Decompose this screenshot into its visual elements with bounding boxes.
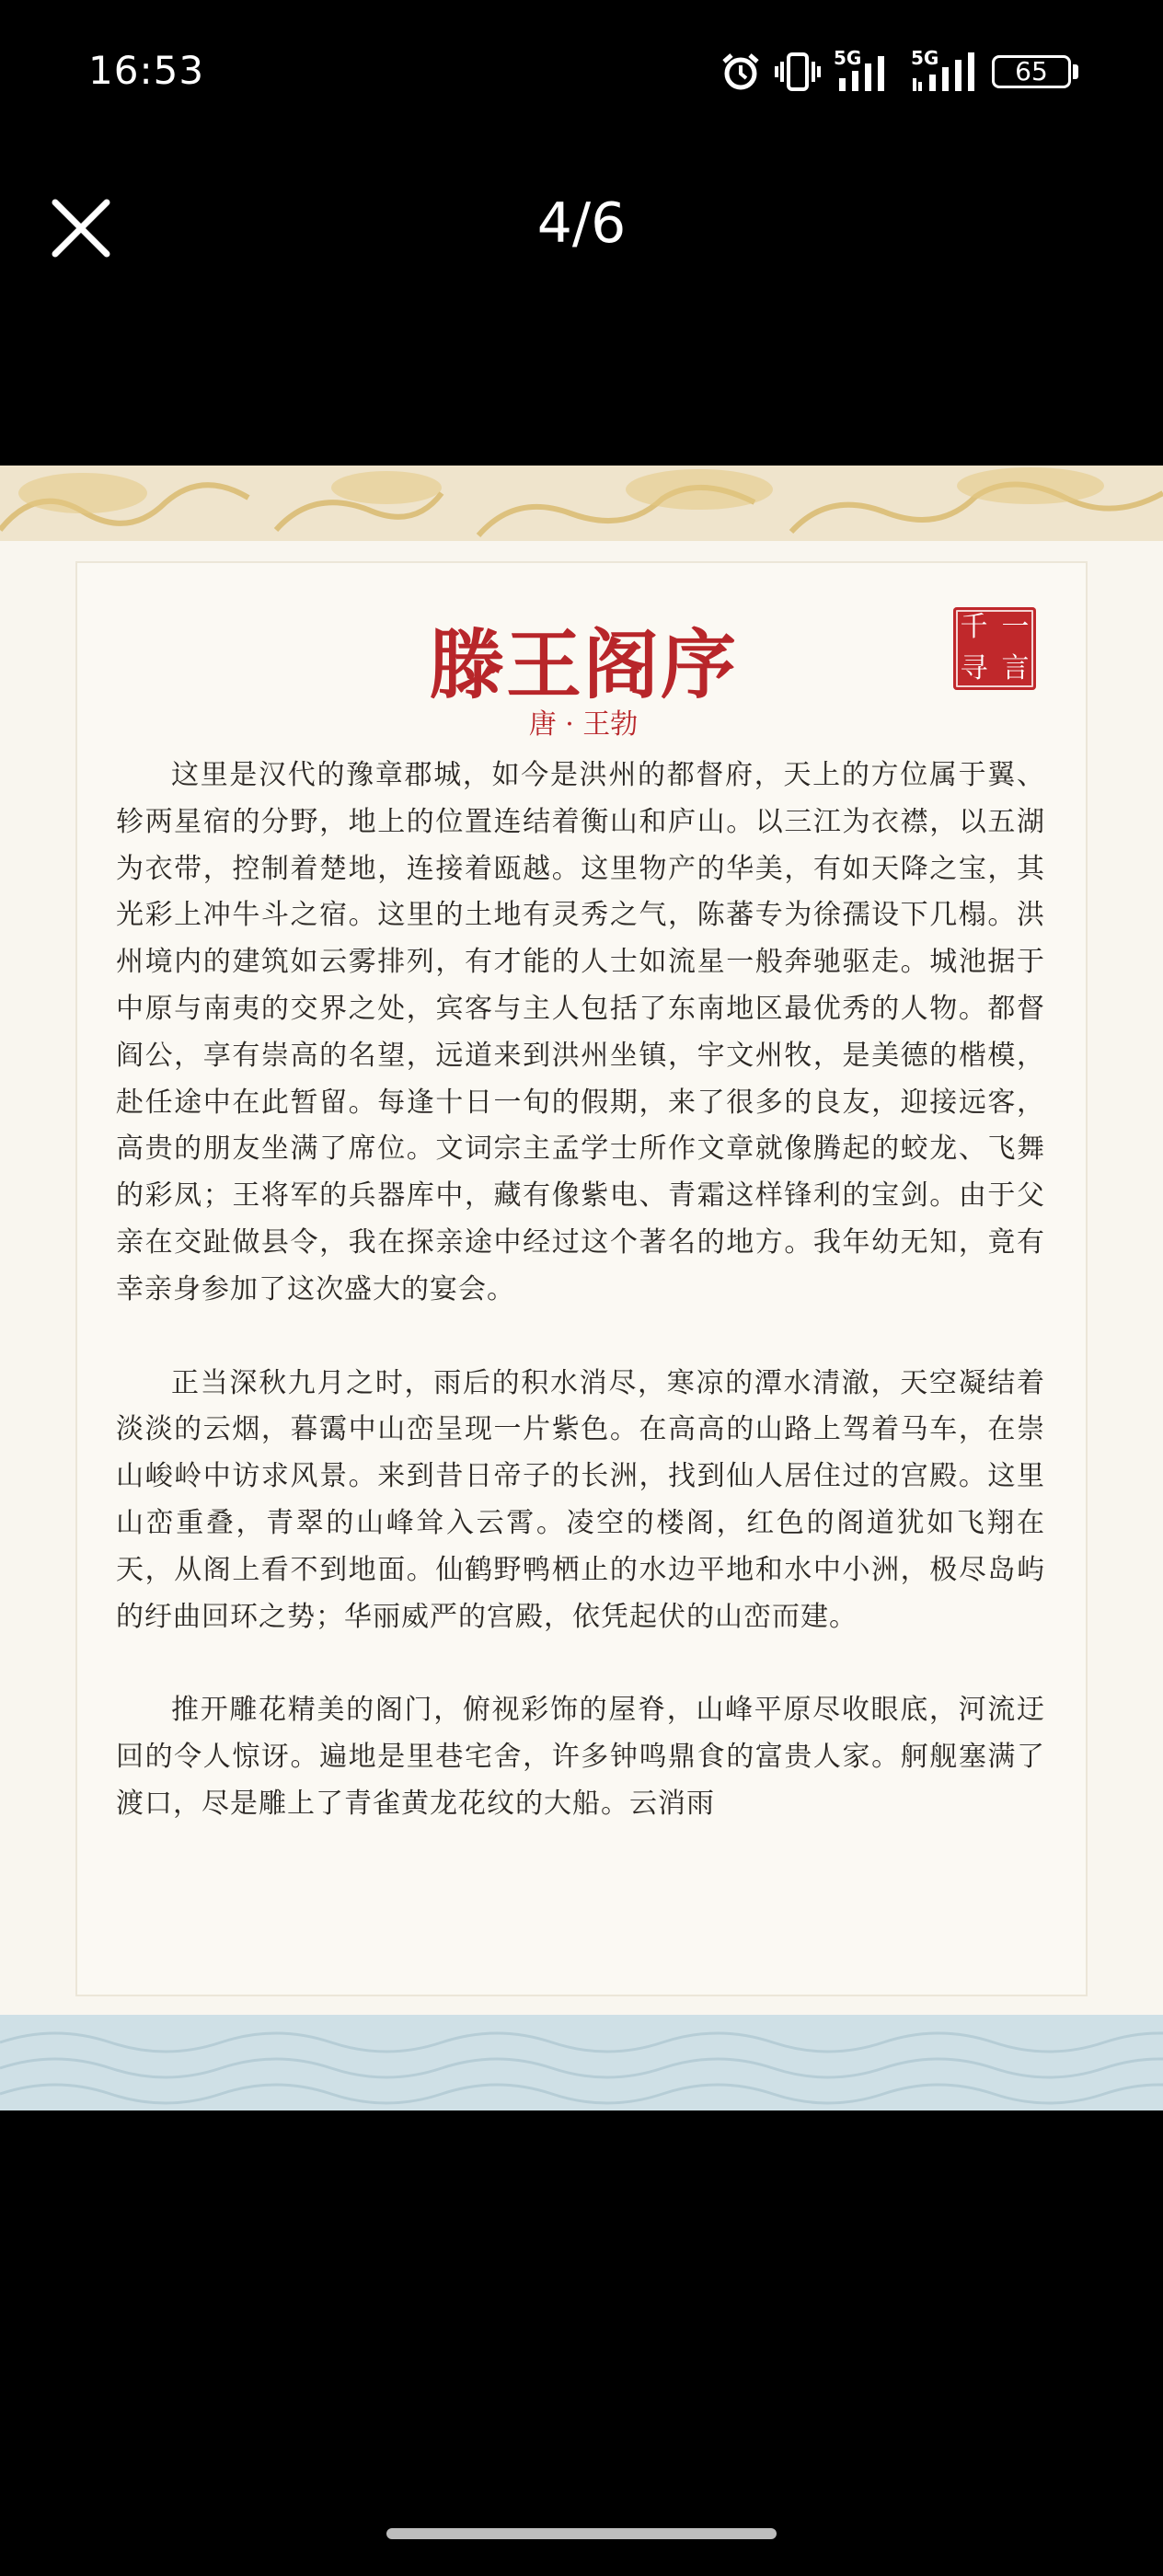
wave-pattern-border	[0, 2015, 1163, 2110]
document-image[interactable]	[0, 466, 1163, 2110]
cloud-pattern-icon	[0, 466, 1163, 541]
page-counter: 4/6	[536, 191, 627, 256]
network-5g-label-2: 5G	[911, 47, 939, 69]
status-time: 16:53	[88, 48, 205, 93]
signal-bars-icon	[834, 51, 898, 93]
status-icons	[720, 47, 1078, 94]
seal-char: 寻	[960, 652, 988, 684]
poem-author: 唐 · 王勃	[528, 708, 639, 741]
network-5g-signal-2	[911, 47, 979, 93]
poem-title: 滕王阁序	[428, 621, 738, 709]
vibrate-icon	[775, 51, 821, 93]
network-5g-label-1: 5G	[834, 47, 862, 69]
battery-indicator	[992, 55, 1078, 88]
seal-char: 言	[1001, 652, 1030, 684]
battery-level: 65	[992, 55, 1071, 88]
network-5g-signal-1	[834, 47, 898, 93]
poem-paper	[75, 561, 1088, 1996]
signal-bars-icon	[911, 51, 979, 93]
battery-tip	[1073, 64, 1078, 79]
home-indicator[interactable]	[386, 2528, 777, 2539]
seal-char: 千	[960, 611, 988, 643]
paragraph: 正当深秋九月之时，雨后的积水消尽，寒凉的潭水清澈，天空凝结着淡淡的云烟，暮霭中山峦呈现一片紫色。在高高的山路上驾着马车，在崇山峻岭中访求风景。来到昔日帝子的长洲，找到仙人居住过的宫殿。这里山峦重叠，青翠的山峰耸入云霄。凌空的楼阁，红色的阁道犹如飞翔在天，从阁上看不到地面。仙鹤野鸭栖止的水边平地和水中小洲，极尽岛屿的纡曲回环之势；华丽威严的宫殿，依凭起伏的山峦而建。	[116, 1366, 1045, 1633]
red-seal-stamp	[953, 607, 1036, 690]
poem-translation	[116, 753, 1045, 1875]
wave-pattern-icon	[0, 2015, 1163, 2110]
paragraph: 这里是汉代的豫章郡城，如今是洪州的都督府，天上的方位属于翼、轸两星宿的分野，地上的位置连结着衡山和庐山。以三江为衣襟，以五湖为衣带，控制着楚地，连接着瓯越。这里物产的华美，有如天降之宝，其光彩上冲牛斗之宿。这里的土地有灵秀之气，陈蕃专为徐孺设下几榻。洪州境内的建筑如云雾排列，有才能的人士如流星一般奔驰驱走。城池据于中原与南夷的交界之处，宾客与主人包括了东南地区最优秀的人物。都督阎公，享有崇高的名望，远道来到洪州坐镇，宇文州牧，是美德的楷模，赴任途中在此暂留。每逢十日一旬的假期，来了很多的良友，迎接远客，高贵的朋友坐满了席位。文词宗主孟学士所作文章就像腾起的蛟龙、飞舞的彩凤；王将军的兵器库中，藏有像紫电、青霜这样锋利的宝剑。由于父亲在交趾做县令，我在探亲途中经过这个著名的地方。我年幼无知，竟有幸亲身参加了这次盛大的宴会。	[116, 759, 1045, 1305]
seal-char: 一	[1001, 611, 1030, 643]
status-bar	[0, 0, 1163, 147]
paragraph: 推开雕花精美的阁门，俯视彩饰的屋脊，山峰平原尽收眼底，河流迂回的令人惊讶。遍地是里巷宅舍，许多钟鸣鼎食的富贵人家。舸舰塞满了渡口，尽是雕上了青雀黄龙花纹的大船。云消雨	[116, 1694, 1045, 1820]
alarm-icon	[720, 51, 762, 93]
cloud-pattern-border	[0, 466, 1163, 541]
